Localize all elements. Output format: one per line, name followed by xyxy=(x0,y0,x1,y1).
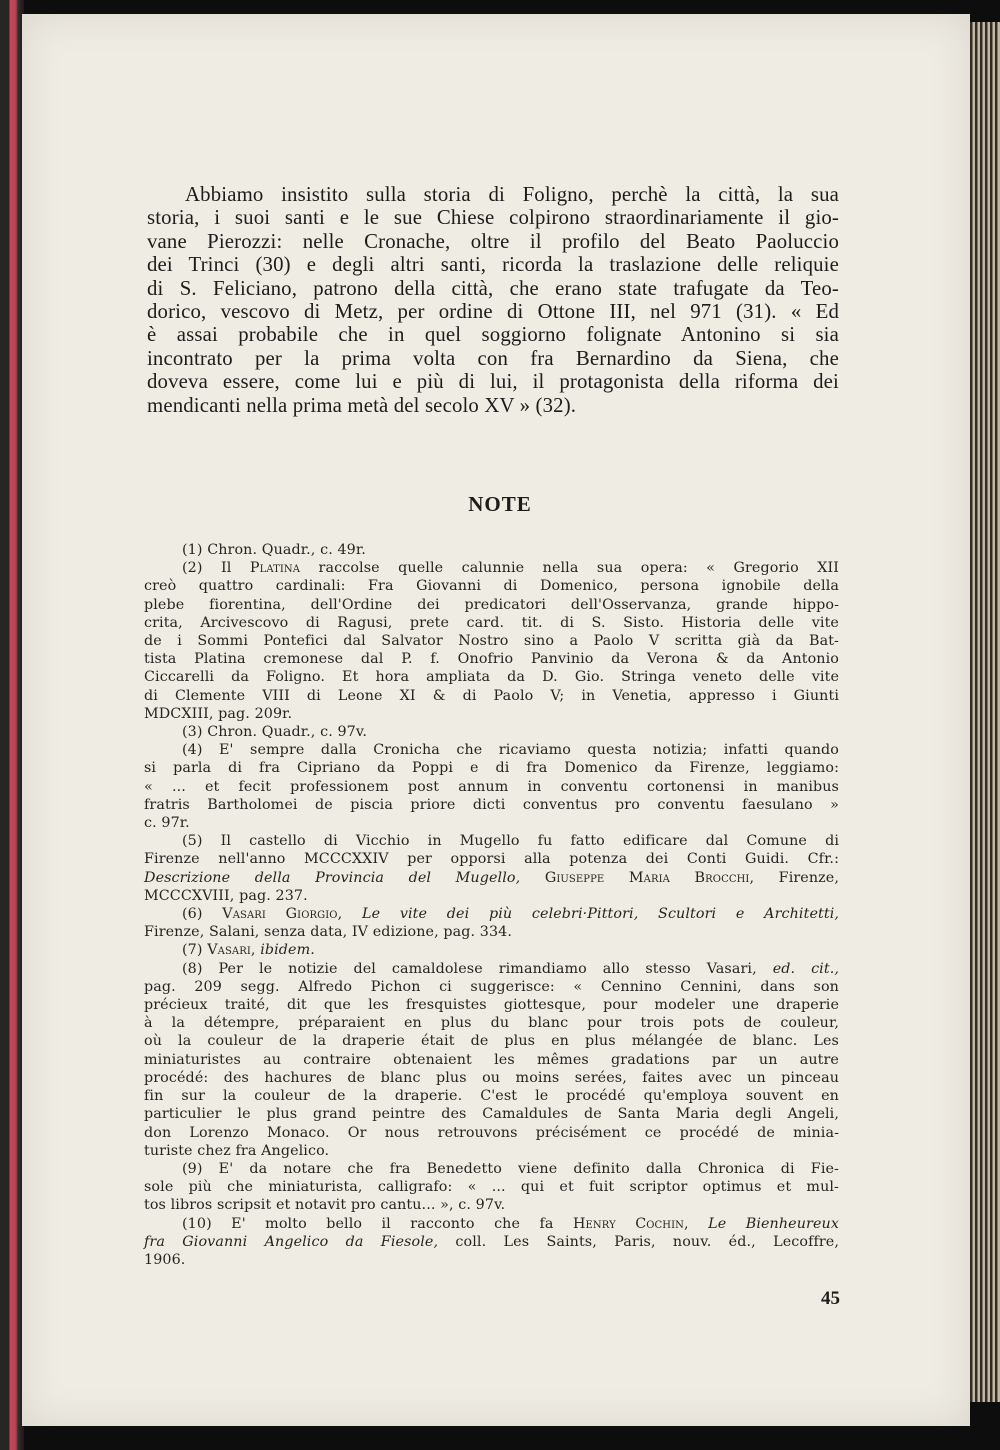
note-line: fratris Bartholomei de piscia priore dicti conventus pro conventu faesulano » xyxy=(144,796,839,813)
note-line: plebe fiorentina, dell'Ordine dei predicatori dell'Osservanza, grande hippo- xyxy=(144,596,839,613)
section-heading: NOTE xyxy=(468,492,532,516)
body-line: Abbiamo insistito sulla storia di Foligno, perchè la città, la sua xyxy=(185,183,839,206)
note-7: (7) Vasari, ibidem. xyxy=(182,942,315,959)
body-line: vane Pierozzi: nelle Cronache, oltre il profilo del Beato Paoluccio xyxy=(147,229,839,253)
note-line: à la détempre, préparaient en plus du blanc pour trois pots de couleur, xyxy=(144,1015,839,1032)
note-line: tista Platina cremonese dal P. f. Onofrio Panvinio da Verona & da Antonio xyxy=(144,651,839,668)
note-line: tos libros scripsit et notavit pro cantu... », c. 97v. xyxy=(144,1197,506,1214)
body-line: dei Trinci (30) e degli altri santi, ricorda la traslazione delle reliquie xyxy=(147,253,839,277)
footnotes xyxy=(144,541,839,1269)
note-line: miniaturistes au contraire obtenaient les mêmes gradations par un autre xyxy=(144,1051,839,1068)
note-line: di Clemente VIII di Leone XI & di Paolo V; in Venetia, appresso i Giunti xyxy=(144,687,839,704)
note-line: MCCCXVIII, pag. 237. xyxy=(144,887,308,904)
note-line: Ciccarelli da Foligno. Et hora ampliata da D. Gio. Stringa veneto delle vite xyxy=(144,669,839,686)
note-line: fin sur la couleur de la draperie. C'est le procédé qu'employa souvent en xyxy=(144,1088,839,1105)
note-line: Firenze, Salani, senza data, IV edizione, pag. 334. xyxy=(144,924,513,941)
book-spine-edge xyxy=(0,0,24,1450)
note-8: (8) Per le notizie del camaldolese rimandiamo allo stesso Vasari, ed. cit., xyxy=(182,960,839,977)
note-line: de i Sommi Pontefici dal Salvator Nostro sino a Paolo V scritta già da Bat- xyxy=(144,633,839,650)
body-line: di S. Feliciano, patrono della città, che erano state trafugate da Teo- xyxy=(147,276,839,300)
note-line: sole più che miniaturista, calligrafo: « ... qui et fuit scriptor optimus et mul- xyxy=(144,1179,839,1196)
body-paragraph xyxy=(147,183,839,417)
note-10: (10) E' molto bello il racconto che fa Henry Cochin, Le Bienheureux xyxy=(182,1215,840,1232)
body-line: mendicanti nella prima metà del secolo XV » (32). xyxy=(147,393,577,417)
note-2: (2) Il Platina raccolse quelle calunnie nella sua opera: « Gregorio XII xyxy=(182,560,839,577)
note-line: MDCXIII, pag. 209r. xyxy=(144,705,293,722)
note-9: (9) E' da notare che fra Benedetto viene definito dalla Chronica di Fie- xyxy=(182,1160,839,1177)
body-line: dorico, vescovo di Metz, per ordine di Ottone III, nel 971 (31). « Ed xyxy=(147,300,839,324)
note-5: (5) Il castello di Vicchio in Mugello fu fatto edificare dal Comune di xyxy=(182,833,839,850)
note-line: Firenze nell'anno MCCCXXIV per opporsi alla potenza dei Conti Guidi. Cfr.: xyxy=(144,851,839,868)
note-line: particulier le plus grand peintre des Camaldules de Santa Maria degli Angeli, xyxy=(144,1106,839,1123)
page-number: 45 xyxy=(821,1288,840,1309)
note-6: (6) Vasari Giorgio, Le vite dei più celebri·Pittori, Scultori e Architetti, xyxy=(182,906,840,923)
note-line: Descrizione della Provincia del Mugello, Giuseppe Maria Brocchi, Firenze, xyxy=(144,869,840,886)
note-line: où la couleur de la draperie était de plus en plus mélangée de blanc. Les xyxy=(144,1033,839,1050)
note-line: procédé: des hachures de blanc plus ou moins serées, faites avec un pinceau xyxy=(144,1069,839,1086)
body-line: doveva essere, come lui e più di lui, il protagonista della riforma dei xyxy=(147,370,839,394)
note-line: don Lorenzo Monaco. Or nous retrouvons précisément ce procédé de minia- xyxy=(144,1124,839,1141)
note-line: si parla di fra Cipriano da Poppi e di fra Domenico da Firenze, leggiamo: xyxy=(144,760,839,777)
note-line: creò quattro cardinali: Fra Giovanni di Domenico, persona ignobile della xyxy=(144,578,839,595)
note-line: fra Giovanni Angelico da Fiesole, coll. Les Saints, Paris, nouv. éd., Lecoffre, xyxy=(144,1233,840,1250)
body-line: storia, i suoi santi e le sue Chiese colpirono straordinariamente il gio- xyxy=(147,206,839,230)
note-line: crita, Arcivescovo di Ragusi, prete card. tit. di S. Sisto. Historia delle vite xyxy=(144,614,839,631)
body-line: incontrato per la prima volta con fra Bernardino da Siena, che xyxy=(147,346,839,370)
note-4: (4) E' sempre dalla Cronicha che ricaviamo questa notizia; infatti quando xyxy=(182,742,839,759)
note-line: 1906. xyxy=(144,1251,186,1268)
note-line: précieux traité, dit que les fresquistes giottesque, pour modeler une draperie xyxy=(144,997,839,1014)
body-line: è assai probabile che in quel soggiorno folignate Antonino si sia xyxy=(147,323,839,347)
note-line: pag. 209 segg. Alfredo Pichon ci suggerisce: « Cennino Cennini, dans son xyxy=(144,978,839,995)
note-1: (1) Chron. Quadr., c. 49r. xyxy=(182,542,366,558)
note-3: (3) Chron. Quadr., c. 97v. xyxy=(182,724,367,741)
note-line: « ... et fecit professionem post annum in conventu cortonensi in manibus xyxy=(144,778,839,795)
note-line: turiste chez fra Angelico. xyxy=(144,1142,330,1159)
note-line: c. 97r. xyxy=(144,815,190,832)
